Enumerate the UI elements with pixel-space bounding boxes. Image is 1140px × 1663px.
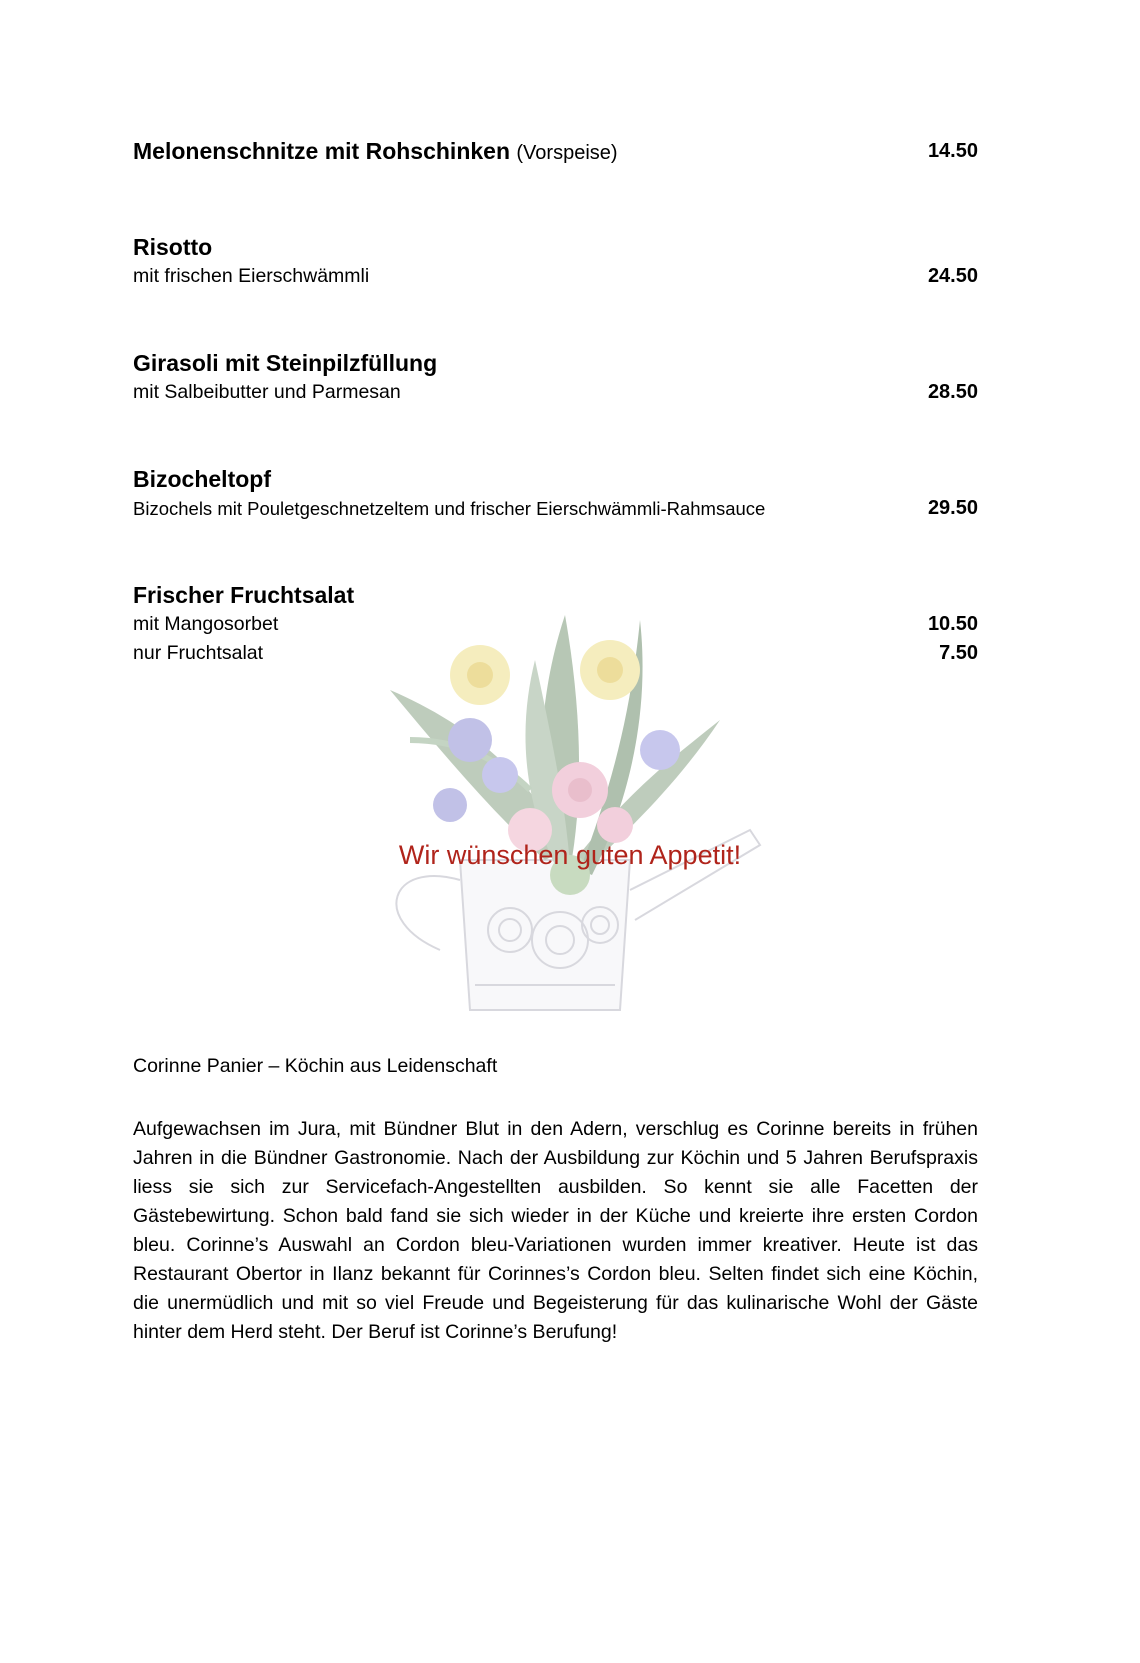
menu-item-fruchtsalat [133, 580, 978, 668]
menu-item-option-price: 10.50 [927, 613, 978, 635]
menu-item-title: Bizocheltopf [133, 466, 271, 492]
menu-item-option-price: 7.50 [939, 642, 978, 664]
menu-item-title: Girasoli mit Steinpilzfüllung [133, 350, 438, 376]
menu-item-risotto [133, 232, 978, 291]
bio-paragraph: Aufgewachsen im Jura, mit Bündner Blut in den Adern, verschlug es Corinne bereits in frühen Jahren in die Bündner Gastronomie. Nach der Ausbildung zur Köchin und 5 Jahren Berufspraxis liess sie sich zur Servicefach-Angestellten ausbilden. So kennt sie alle Facetten der Gästebewirtung. Schon bald fand sie sich wieder in der Küche und kreierte ihre ersten Cordon bleu. Corinne’s Auswahl an Cordon bleu-Variationen wurden immer kreativer. Heute ist das Restaurant Obertor in Ilanz bekannt für Corinnes’s Cordon bleu. Selten findet sich eine Köchin, die unermüdlich und mit so viel Freude und Begeisterung für das kulinarische Wohl der Gäste hinter dem Herd steht. Der Beruf ist Corinne’s Berufung! [133, 1118, 978, 1343]
menu-item-title: Risotto [133, 234, 213, 260]
menu-item-melonenschnitze [133, 136, 978, 166]
menu-item-description: mit frischen Eierschwämmli [133, 265, 370, 287]
menu-item-option-description: mit Mangosorbet [133, 613, 279, 635]
menu-item-note: (Vorspeise) [516, 142, 618, 164]
menu-item-option-description: nur Fruchtsalat [133, 642, 264, 664]
menu-item-price: 14.50 [927, 140, 978, 162]
menu-item-description: mit Salbeibutter und Parmesan [133, 381, 401, 403]
menu-item-price: 28.50 [927, 381, 978, 403]
menu-item-price: 29.50 [927, 497, 978, 519]
bio-heading: Corinne Panier – Köchin aus Leidenschaft [133, 1055, 498, 1077]
menu-item-price: 24.50 [927, 265, 978, 287]
menu-item-bizocheltopf [133, 464, 978, 523]
menu-item-title: Melonenschnitze mit Rohschinken (Vorspeise) [133, 138, 618, 164]
greeting-text: Wir wünschen guten Appetit! [398, 840, 742, 870]
menu-item-title: Frischer Fruchtsalat [133, 582, 355, 608]
menu-item-description: Bizochels mit Pouletgeschnetzeltem und frischer Eierschwämmli-Rahmsauce [133, 498, 766, 519]
menu-item-girasoli [133, 348, 978, 407]
